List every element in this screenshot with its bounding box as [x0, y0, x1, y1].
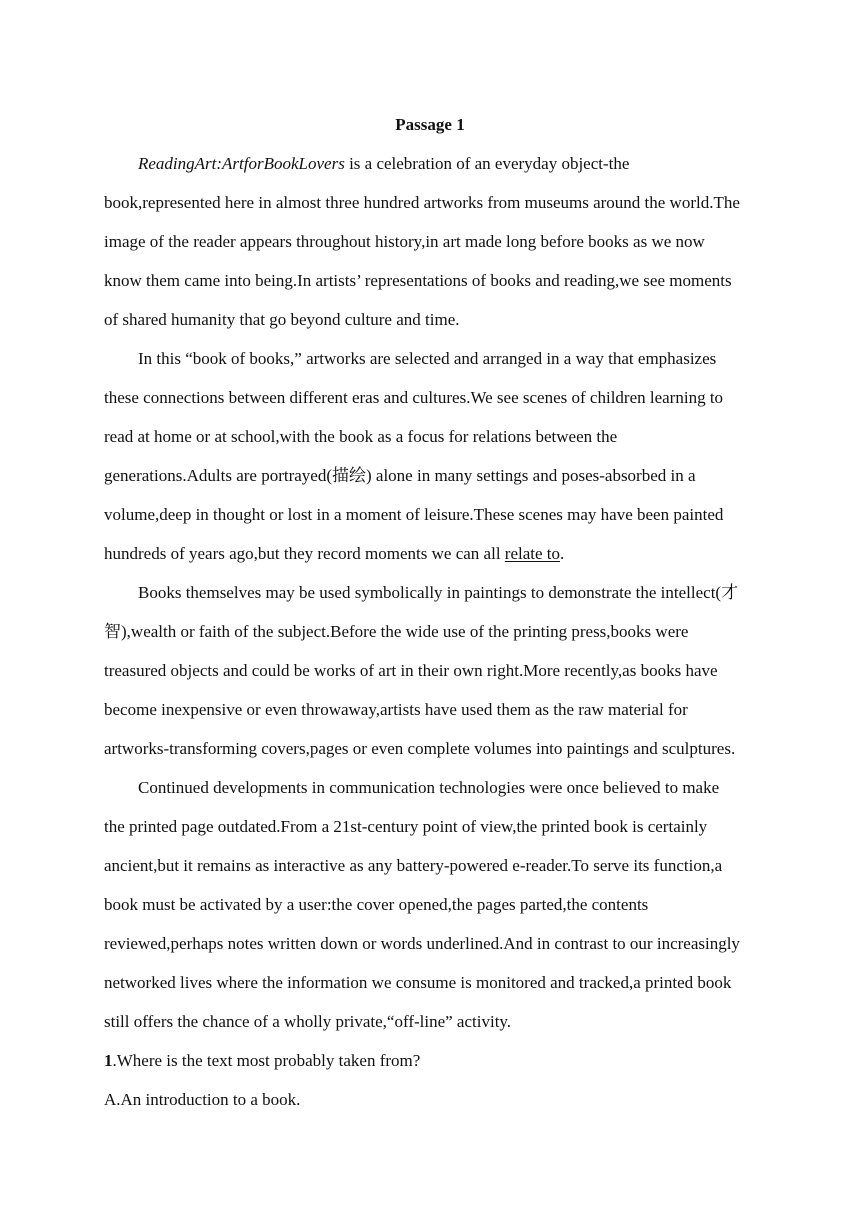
underlined-phrase: relate to: [504, 544, 561, 563]
paragraph-1-line-4: know them came into being.In artists’ representations of books and reading,we see moments: [104, 271, 732, 290]
question-1: [104, 1049, 420, 1073]
paragraph-4-line-3: ancient,but it remains as interactive as any battery-powered e-reader.To serve its function,a: [104, 856, 723, 875]
paragraph-1-line-3: image of the reader appears throughout history,in art made long before books as we now: [104, 232, 705, 251]
paragraph-2-line-3: read at home or at school,with the book as a focus for relations between the: [104, 427, 618, 446]
question-1-option-a: A.An introduction to a book.: [104, 1090, 301, 1109]
paragraph-1-line-5: of shared humanity that go beyond culture and time.: [104, 310, 460, 329]
paragraph-2-line-1: In this “book of books,” artworks are selected and arranged in a way that emphasizes: [138, 349, 717, 368]
book-title: ReadingArt:ArtforBookLovers: [138, 154, 345, 173]
line-text: .: [560, 544, 565, 563]
paragraph-2-line-5: volume,deep in thought or lost in a moment of leisure.These scenes may have been painted: [104, 505, 724, 524]
paragraph-4-line-6: networked lives where the information we consume is monitored and tracked,a printed book: [104, 973, 732, 992]
paragraph-2-line-6: [104, 542, 564, 566]
paragraph-2-line-2: these connections between different eras and cultures.We see scenes of children learning to: [104, 388, 724, 407]
paragraph-3-line-5: artworks-transforming covers,pages or even complete volumes into paintings and sculptures.: [104, 739, 736, 758]
paragraph-4-line-1: Continued developments in communication technologies were once believed to make: [138, 778, 720, 797]
line-text: hundreds of years ago,but they record moments we can all: [104, 544, 505, 563]
passage-title: Passage 1: [395, 115, 465, 134]
question-number: 1: [104, 1051, 113, 1070]
paragraph-2-line-4: generations.Adults are portrayed(描绘) alone in many settings and poses-absorbed in a: [104, 466, 696, 485]
paragraph-1-line-1: [138, 152, 629, 176]
line-text: is a celebration of an everyday object-the: [344, 154, 630, 173]
paragraph-4-line-7: still offers the chance of a wholly private,“off-line” activity.: [104, 1012, 512, 1031]
paragraph-3-line-4: become inexpensive or even throwaway,artists have used them as the raw material for: [104, 700, 688, 719]
paragraph-1-line-2: book,represented here in almost three hundred artworks from museums around the world.The: [104, 193, 740, 212]
paragraph-4-line-5: reviewed,perhaps notes written down or words underlined.And in contrast to our increasingly: [104, 934, 740, 953]
question-text: .Where is the text most probably taken from?: [112, 1051, 421, 1070]
paragraph-4-line-4: book must be activated by a user:the cover opened,the pages parted,the contents: [104, 895, 649, 914]
paragraph-3-line-2: 智),wealth or faith of the subject.Before the wide use of the printing press,books were: [104, 622, 689, 641]
paragraph-3-line-3: treasured objects and could be works of art in their own right.More recently,as books have: [104, 661, 718, 680]
paragraph-4-line-2: the printed page outdated.From a 21st-century point of view,the printed book is certainly: [104, 817, 708, 836]
paragraph-3-line-1: Books themselves may be used symbolically in paintings to demonstrate the intellect(才: [138, 583, 739, 602]
